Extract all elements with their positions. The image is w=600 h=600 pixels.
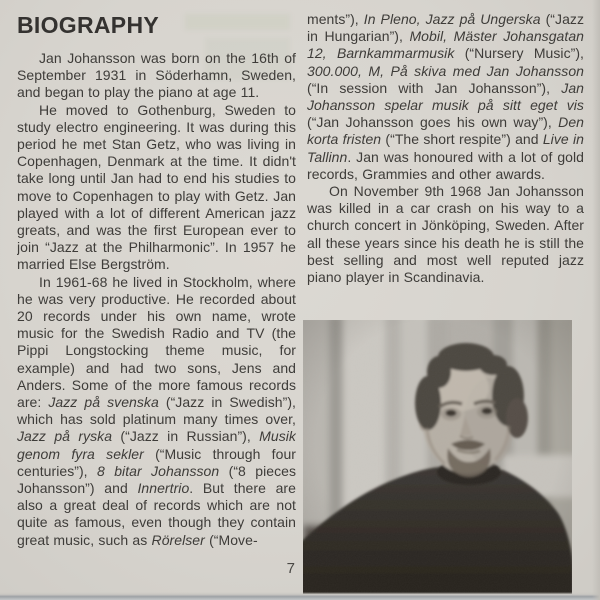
portrait-photo: [303, 320, 572, 594]
paragraph: [17, 274, 296, 549]
body-text: . Jan was honoured with a lot of gold records, Grammies and other awards.: [307, 148, 584, 182]
text-column-left: [17, 50, 296, 569]
album-title-italic: Rörelser: [151, 531, 205, 548]
album-title-italic: 8 bitar Johansson: [97, 462, 220, 479]
body-text: In 1961-68 he lived in Stockholm, where he was very productive. He recorded about 20 records under his own name, wrote music for the Swedish Radio and TV (the Pippi Longstocking theme music, for example) and had two sons, Jens and Anders. Some of the more famous records are:: [17, 273, 296, 411]
body-text: (“In session with Jan Johansson”),: [307, 79, 562, 96]
body-text: (“8 pieces Johansson”) and: [17, 462, 296, 497]
body-text: (“Nursery Music”),: [454, 45, 584, 62]
body-text: On November 9th 1968 Jan Johansson was killed in a car crash on his way to a church concert in Jönköping, Sweden. After all these years since his death he is still the best selling and most well reputed jazz piano player in Scandinavia.: [307, 183, 584, 286]
paragraph: [307, 183, 584, 286]
album-title-italic: Jazz på ryska: [17, 428, 113, 445]
body-text: Jan Johansson was born on the 16th of September 1931 in Söderhamn, Sweden, and began to play the piano at age 11.: [17, 50, 296, 101]
body-text: . But there are also a great deal of records which are not quite as famous, even though they contain great music, such as: [17, 480, 296, 548]
paragraph: [17, 102, 296, 274]
album-title-italic: Musik genom fyra sekler: [17, 428, 296, 462]
body-text: (“Jazz in Russian”),: [112, 428, 260, 445]
album-title-italic: Jan Johansson spelar musik på sitt eget vis: [307, 79, 584, 114]
body-text: (“The short respite”) and: [381, 131, 543, 148]
album-title-italic: In Pleno, Jazz på Ungerska: [363, 11, 541, 27]
body-text: (“Jazz in Hungarian”),: [307, 11, 584, 45]
paragraph: [17, 50, 296, 102]
page-number: 7: [286, 560, 295, 577]
photo-grain: [303, 320, 572, 594]
paragraph: [307, 11, 584, 183]
body-text: (“Music through four centuries”),: [17, 445, 296, 479]
text-column-right: [307, 11, 584, 317]
album-title-italic: 300.000, M, På skiva med Jan Johansson: [307, 62, 584, 79]
body-text: (“Jazz in Swedish”), which has sold platinum many times over,: [17, 394, 296, 428]
scan-edge-bottom: [0, 592, 600, 600]
body-text: (“Move-: [204, 531, 258, 548]
body-text: ments”),: [307, 11, 364, 27]
album-title-italic: Live in Tallinn: [307, 131, 584, 165]
body-text: He moved to Gothenburg, Sweden to study electro engineering. It was during this period he met Stan Getz, who was living in Copenhagen, Denmark at the time. It didn't take long until Jan had to end his studies to move to Copenhagen to play with Getz. Jan played with a lot of different American jazz greats, and was the first European ever to join “Jazz at the Philharmonic”. In 1957 he married Else Bergström.: [17, 101, 296, 273]
album-title-italic: Jazz på svenska: [48, 394, 159, 411]
album-title-italic: Mobil, Mäster Johansgatan 12, Barnkammarmusik: [307, 28, 584, 62]
album-title-italic: Innertrio: [137, 480, 190, 497]
scan-edge-right: [592, 0, 600, 600]
album-title-italic: Den korta fristen: [307, 114, 584, 148]
print-showthrough: [185, 14, 290, 30]
body-text: (“Jan Johansson goes his own way”),: [307, 114, 559, 131]
portrait-photo-graphic: [303, 320, 572, 594]
page-title: BIOGRAPHY: [17, 12, 159, 38]
